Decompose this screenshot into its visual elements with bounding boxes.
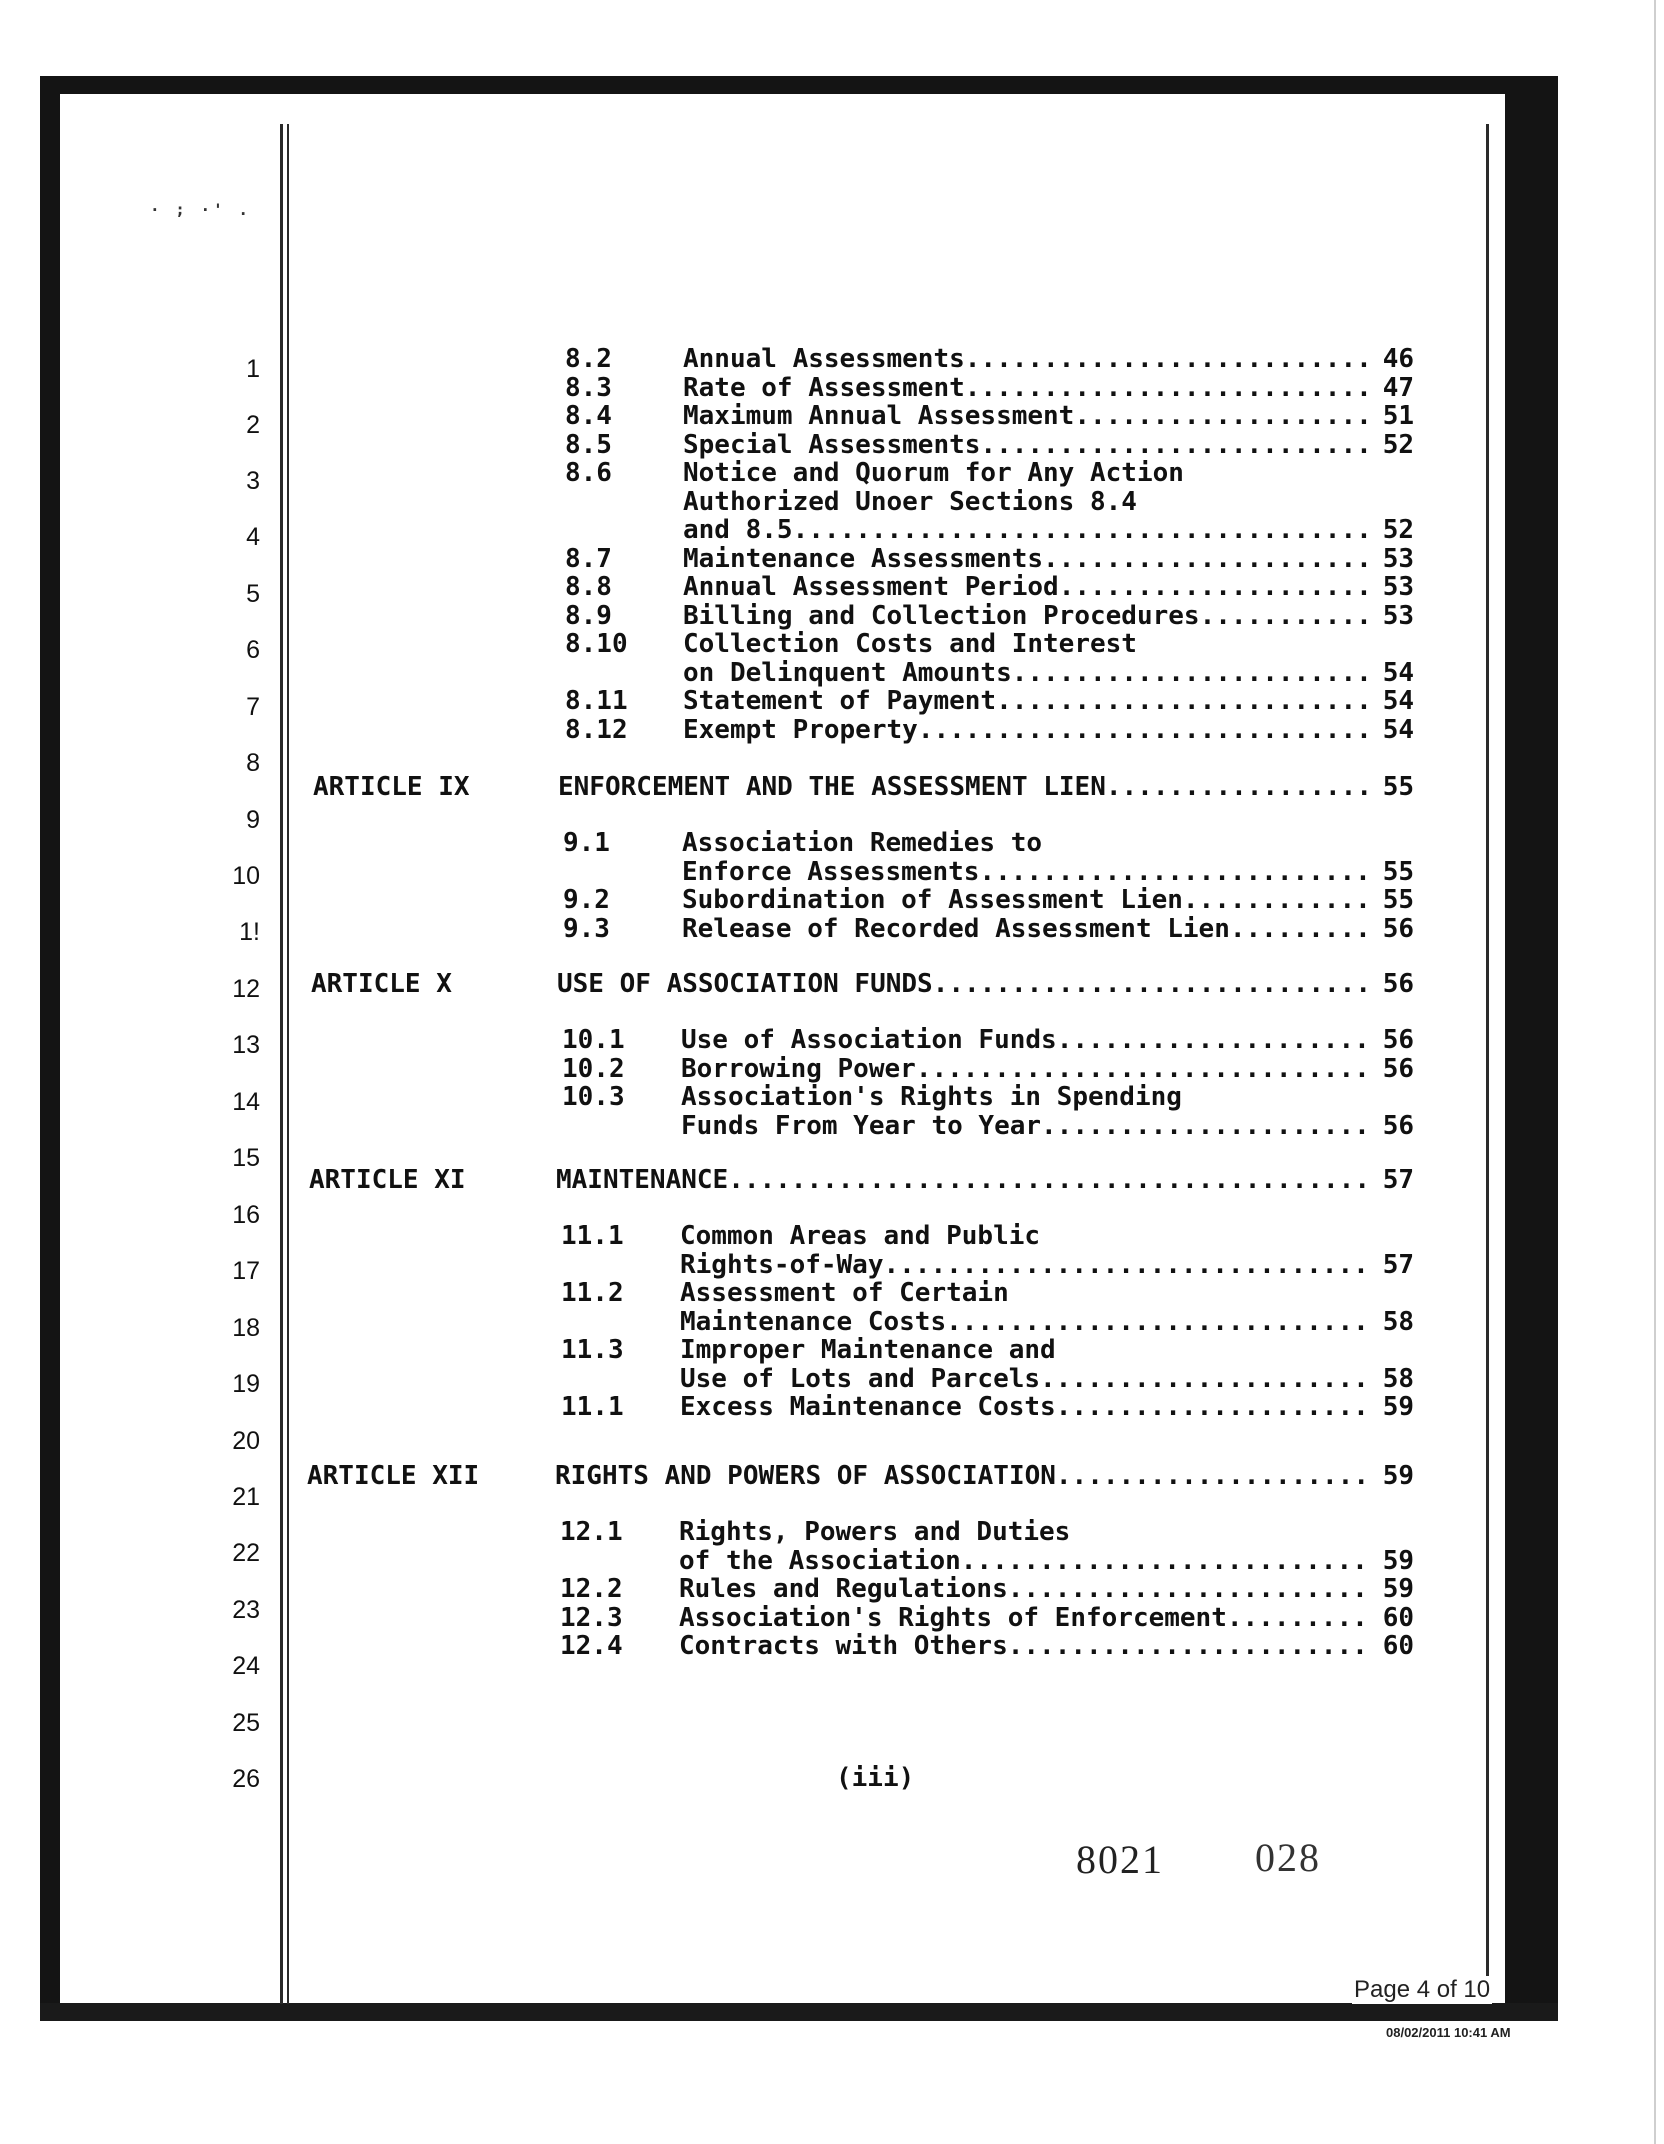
- section-page: 56: [1382, 913, 1414, 944]
- section-title: Annual Assessment Period .....: [683, 573, 1373, 602]
- section-number: 8.7: [565, 543, 612, 574]
- article-page: 57: [1382, 1165, 1414, 1195]
- line-number: 23: [232, 1596, 260, 1624]
- section-title: Special Assessments .....: [683, 431, 1373, 460]
- line-number: 3: [246, 467, 260, 495]
- section-page: 56: [1382, 1053, 1414, 1084]
- section-number: 12.3: [560, 1602, 623, 1633]
- line-number: 19: [232, 1370, 260, 1398]
- section-title: Assessment of Certain: [680, 1279, 1009, 1308]
- section-title: Maintenance Costs .....: [680, 1308, 1370, 1337]
- section-title: Maintenance Assessments .....: [683, 545, 1373, 574]
- section-title: Enforce Assessments .....: [682, 858, 1372, 887]
- line-number: 21: [232, 1483, 260, 1511]
- section-number: 9.3: [563, 913, 610, 944]
- article-page: 55: [1382, 772, 1414, 802]
- scan-edge-line: [1654, 0, 1656, 2144]
- section-title: Borrowing Power .....: [681, 1055, 1371, 1084]
- section-title: Association's Rights of Enforcement .....: [679, 1604, 1369, 1633]
- scan-border-top: [40, 76, 1558, 94]
- article-page: 59: [1382, 1461, 1414, 1491]
- line-number: 14: [232, 1088, 260, 1116]
- section-page: 53: [1382, 572, 1414, 602]
- line-number: 17: [232, 1257, 260, 1285]
- section-number: 12.2: [560, 1574, 623, 1604]
- article-page: 56: [1382, 969, 1414, 999]
- section-number: 10.3: [562, 1082, 625, 1112]
- section-title: Excess Maintenance Costs .....: [680, 1393, 1370, 1422]
- section-title: Collection Costs and Interest: [683, 630, 1137, 659]
- line-number: 2: [246, 411, 260, 439]
- article-title: MAINTENANCE .....: [556, 1166, 1371, 1195]
- section-title: Association Remedies to: [682, 829, 1043, 858]
- line-number: 26: [232, 1765, 260, 1793]
- section-title: Contracts with Others .....: [679, 1632, 1369, 1661]
- section-title: Improper Maintenance and: [680, 1336, 1056, 1365]
- section-number: 12.4: [560, 1631, 623, 1661]
- line-number: 7: [246, 693, 260, 721]
- section-number: 10.2: [562, 1053, 625, 1084]
- section-number: 8.3: [565, 372, 612, 403]
- line-number: 13: [232, 1031, 260, 1059]
- page-number-roman: (iii): [836, 1763, 915, 1793]
- section-title: Subordination of Assessment Lien .....: [682, 886, 1372, 915]
- section-page: 57: [1382, 1249, 1414, 1280]
- section-page: 52: [1382, 515, 1414, 545]
- margin-rule-right: [1486, 124, 1489, 2004]
- section-title: Statement of Payment .....: [683, 687, 1373, 716]
- article-label: ARTICLE XII: [307, 1461, 480, 1491]
- scan-border-bottom: [40, 2003, 1558, 2021]
- section-title: Billing and Collection Procedures .....: [683, 602, 1373, 631]
- section-page: 56: [1382, 1110, 1414, 1141]
- margin-rule-left: [280, 124, 283, 2004]
- scan-border-left: [40, 76, 60, 2021]
- article-label: ARTICLE X: [311, 969, 452, 999]
- section-title: Rights-of-Way .....: [680, 1251, 1370, 1280]
- section-number: 8.10: [565, 629, 628, 659]
- section-title: Rules and Regulations .....: [679, 1575, 1369, 1604]
- line-number: 9: [246, 806, 260, 834]
- section-page: 53: [1382, 600, 1414, 631]
- section-title: Exempt Property .....: [683, 716, 1373, 745]
- article-title: ENFORCEMENT AND THE ASSESSMENT LIEN .....: [558, 773, 1373, 802]
- section-page: 60: [1382, 1631, 1414, 1661]
- recording-stamp-book: 8021: [1076, 1837, 1164, 1882]
- section-title: Association's Rights in Spending: [681, 1083, 1182, 1112]
- section-number: 9.1: [563, 828, 610, 858]
- section-number: 9.2: [563, 885, 610, 915]
- section-title: on Delinquent Amounts .....: [683, 659, 1373, 688]
- section-number: 12.1: [560, 1517, 623, 1547]
- section-number: 11.2: [561, 1278, 624, 1308]
- section-page: 54: [1382, 686, 1414, 716]
- section-title: Rate of Assessment .....: [683, 374, 1373, 403]
- section-number: 8.2: [565, 344, 612, 374]
- section-number: 11.3: [561, 1335, 624, 1365]
- line-number: 12: [232, 975, 260, 1003]
- scan-specks: · ; ·' .: [150, 200, 252, 219]
- line-number: 20: [232, 1427, 260, 1455]
- section-page: 46: [1382, 344, 1414, 374]
- section-number: 10.1: [562, 1025, 625, 1055]
- section-title: of the Association .....: [679, 1547, 1369, 1576]
- section-number: 8.11: [565, 686, 628, 716]
- line-number: 5: [246, 580, 260, 608]
- section-page: 58: [1382, 1363, 1414, 1394]
- section-title: Common Areas and Public: [680, 1222, 1041, 1251]
- line-number: 22: [232, 1539, 260, 1567]
- section-title: Use of Association Funds .....: [681, 1026, 1371, 1055]
- line-number: 1: [246, 355, 260, 383]
- section-title: Notice and Quorum for Any Action: [683, 459, 1184, 488]
- section-number: 8.9: [565, 600, 612, 631]
- section-page: 59: [1382, 1574, 1414, 1604]
- line-number: 15: [232, 1144, 260, 1172]
- section-page: 56: [1382, 1025, 1414, 1055]
- section-number: 8.5: [565, 429, 612, 460]
- line-number: 4: [246, 523, 260, 551]
- section-title: Maximum Annual Assessment .....: [683, 402, 1373, 431]
- section-page: 59: [1382, 1545, 1414, 1576]
- line-number: 1!: [239, 918, 260, 946]
- section-title: Release of Recorded Assessment Lien .....: [682, 915, 1372, 944]
- section-number: 8.6: [565, 458, 612, 488]
- line-number: 18: [232, 1314, 260, 1342]
- section-page: 55: [1382, 856, 1414, 887]
- section-number: 11.1: [561, 1392, 624, 1422]
- section-page: 59: [1382, 1392, 1414, 1422]
- recording-stamp-page: 028: [1255, 1835, 1321, 1880]
- section-number: 8.12: [565, 714, 628, 745]
- section-page: 60: [1382, 1602, 1414, 1633]
- article-title: RIGHTS AND POWERS OF ASSOCIATION .....: [555, 1462, 1370, 1491]
- section-number: 8.4: [565, 401, 612, 431]
- section-number: 11.1: [561, 1221, 624, 1251]
- section-title: Annual Assessments .....: [683, 345, 1373, 374]
- section-title: Use of Lots and Parcels .....: [680, 1365, 1370, 1394]
- section-page: 52: [1382, 429, 1414, 460]
- section-title: Funds From Year to Year .....: [681, 1112, 1371, 1141]
- section-page: 54: [1382, 657, 1414, 688]
- section-page: 55: [1382, 885, 1414, 915]
- line-number: 25: [232, 1709, 260, 1737]
- line-number: 16: [232, 1201, 260, 1229]
- line-number: 8: [246, 749, 260, 777]
- line-number: 10: [232, 862, 260, 890]
- section-page: 54: [1382, 714, 1414, 745]
- line-number: 24: [232, 1652, 260, 1680]
- section-page: 58: [1382, 1306, 1414, 1337]
- section-title: Rights, Powers and Duties: [679, 1518, 1071, 1547]
- article-title: USE OF ASSOCIATION FUNDS .....: [557, 970, 1372, 999]
- scan-page-counter: Page 4 of 10: [1354, 1976, 1491, 2003]
- section-page: 51: [1382, 401, 1414, 431]
- line-number: 6: [246, 636, 260, 664]
- scan-timestamp: 08/02/2011 10:41 AM: [1386, 2025, 1511, 2040]
- scan-border-right: [1505, 76, 1558, 2021]
- section-number: 8.8: [565, 572, 612, 602]
- section-title: Authorized Unoer Sections 8.4: [683, 487, 1137, 517]
- margin-rule-left-inner: [287, 124, 289, 2004]
- section-title: and 8.5 .....: [683, 516, 1373, 545]
- article-label: ARTICLE XI: [309, 1165, 466, 1195]
- section-page: 53: [1382, 543, 1414, 574]
- article-label: ARTICLE IX: [313, 772, 470, 802]
- section-page: 47: [1382, 372, 1414, 403]
